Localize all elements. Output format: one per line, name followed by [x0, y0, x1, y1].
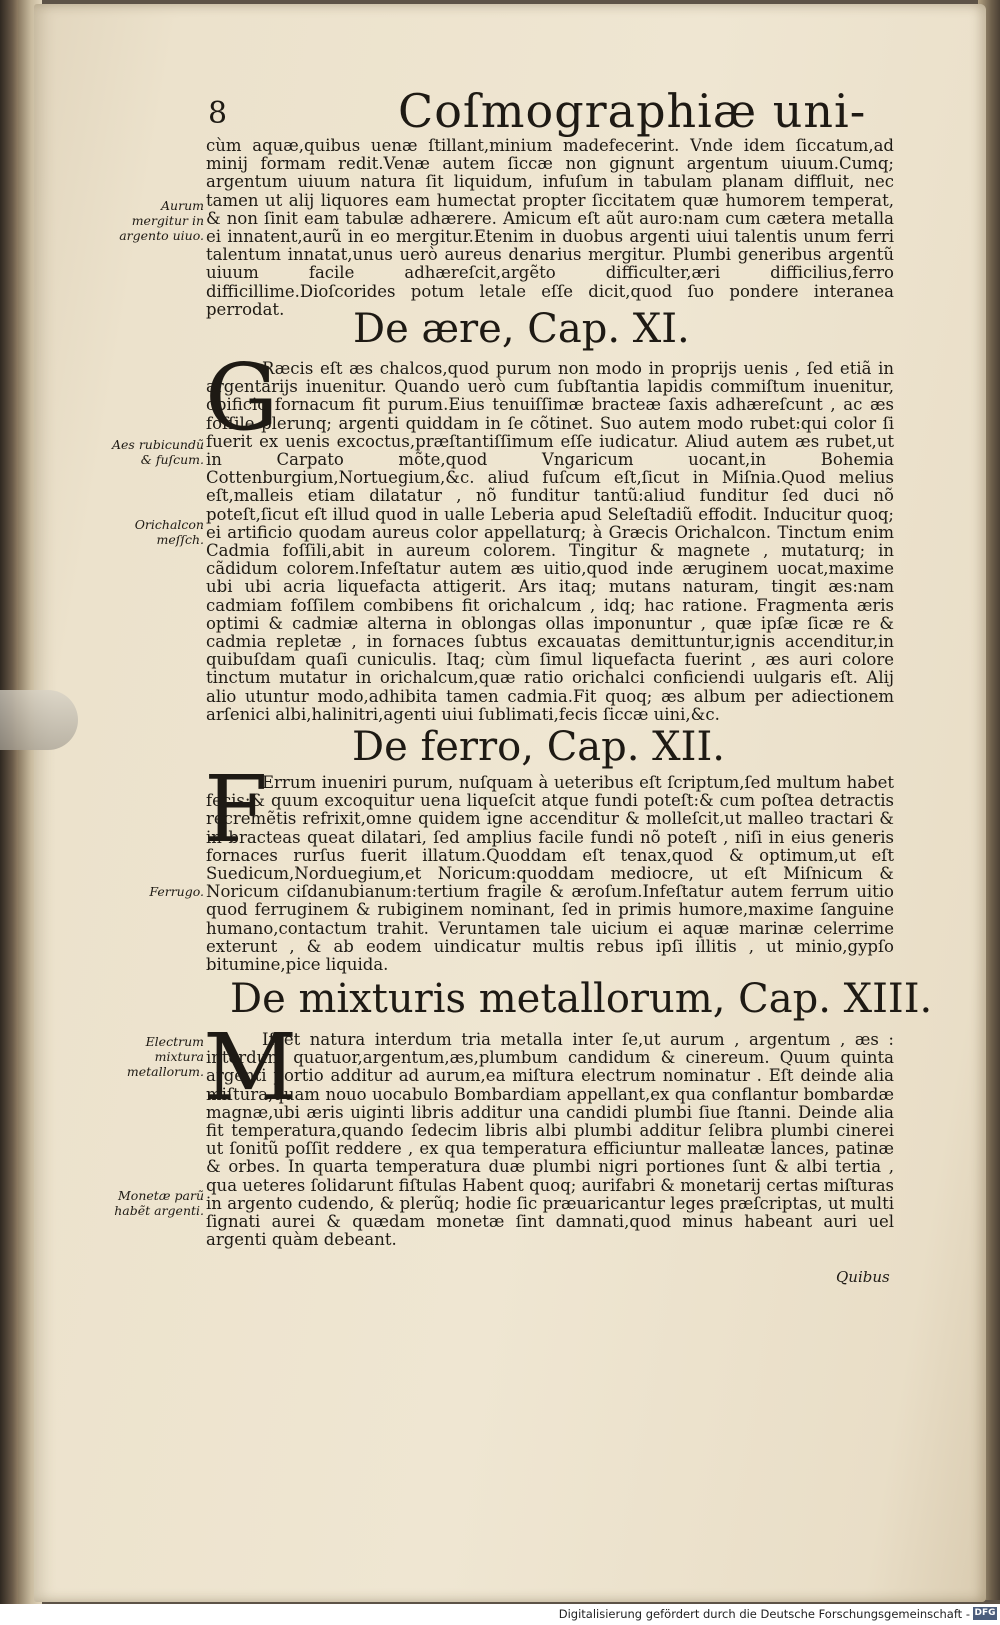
margin-note-orichalcon: Orichalcon meſſch.	[134, 517, 204, 547]
aere-paragraph: Ræcis eſt æs chalcos,quod purum non modo in proprijs uenis , ſed etiã in argentarijs inuenitur. Quando uerò cum ſubſtantia lapidis commiſtum inuenitur, opificio fornacum fit purum.Eius tenuiſſimæ bracteæ ſaxis adhæreſcunt , ac æs foſſile plerunq; argenti quiddam in ſe cõtinet. Suo autem modo rubet:qui color ſi fuerit ex uenis excoctus,præſtantiſſimum eſſe iudicatur. Aliud autem æs rubet,ut in Carpato mõte,quod Vngaricum uocant,in Bohemia Cottenburgium,Nortuegium,&c. aliud fuſcum eſt,ſicut in Miſnia.Quod melius eſt,malleis etiam dilatatur , nõ funditur tantũ:aliud funditur ſed duci nõ poteſt,ſicut eſt illud quod in ualle Leberia apud Seleſtadiũ effodit. Inducitur quoq; ei artificio quodam aureus color appellaturq; à Græcis Orichalcon. Tinctum enim Cadmia foſſili,abit in aureum colorem. Tingitur & magnete , mutaturq; in cãdidum colorem.Infeſtatur autem æs uitio,quod inde æruginem uocat,maxime ubi ubi acria liquefacta attigerit. Ars itaq; mutans naturam, tingit æs:nam cadmiam foſſilem combibens fit orichalcum , idq; hac ratione. Fragmenta æris optimi & cadmiæ alterna in oblongas ollas imponuntur , quæ ipſæ ſicæ re & cadmia repletæ , in fornaces ſubtus excauatas demittuntur,ignis accenditur,in quibuſdam quaſi cuniculis. Itaq; cùm ſimul liquefacta fuerint , æs auri colore tinctum mutatur in orichalcum,quæ ratio orichalci conficiendi uulgaris eſt. Alij alio utuntur modo,adhibita tamen cadmia.Fit quoq; æs album per adiectionem arſenici albi,halinitri,agenti uiui ſublimati,fecis ſiccæ uini,&c.	[206, 359, 894, 724]
dropcap-f: F	[204, 756, 268, 863]
heading-de-aere: De ære, Cap. XI.	[353, 306, 690, 352]
mixturis-paragraph: Iſcet natura interdum tria metalla inter ſe,ut aurum , argentum , æs : interdum quatuor,argentum,æs,plumbum candidum & cinereum. Quum quinta argenti portio additur ad aurum,ea miſtura electrum nominatur . Eſt deinde alia miſtura,quam nouo uocabulo Bombardiam appellant,ex qua conflantur bombardæ magnæ,ubi æris uiginti libris additur una candidi plumbi ſiue ſtanni. Deinde alia fit temperatura,quando ſedecim libris albi plumbi additur ſelibra plumbi cinerei ut ſonitũ poſſit reddere , ex qua temperatura efficiuntur malleatæ lances, patinæ & orbes. In quarta temperatura duæ plumbi nigri portiones ſunt & albi tertia , qua ueteres ſolidarunt fiſtulas Habent quoq; aurifabri & monetarij certas miſturas in argento cudendo, & plerũq; hodie ſic præuaricantur leges præſcriptas, ut multi ſignati aurei & quædam monetæ ſint damnati,quod minus habeant auri uel argenti quàm debeant.	[206, 1030, 894, 1250]
margin-note-aurum: Aurum mergitur in argento uiuo.	[119, 198, 204, 243]
catchword: Quibus	[836, 1268, 890, 1286]
dfg-logo: DFG	[974, 1608, 996, 1618]
page-clip	[0, 690, 78, 750]
heading-de-ferro: De ferro, Cap. XII.	[352, 724, 725, 770]
book-board	[0, 0, 18, 1625]
margin-note-electrum: Electrum mixtura metallorum.	[126, 1034, 204, 1079]
funding-footer: Digitalisierung gefördert durch die Deutsche Forschungsgemeinschaft -	[558, 1607, 970, 1621]
ferro-paragraph: Errum inueniri purum, nuſquam à ueteribus eſt ſcriptum,ſed multum habet fecis:& quum excoquitur uena liqueſcit atque fundi poteſt:& cum poſtea detractis recremẽtis refrixit,omne quidem igne accenditur & molleſcit,ut malleo tractari & in bracteas queat dilatari, ſed amplius facile fundi nõ poteſt , niſi in eius generis fornaces rurſus fuerit illatum.Quoddam eſt tenax,quod & optimum,ut eſt Suedicum,Norduegium,et Noricum:quoddam mediocre, ut eſt Miſnicum & Noricum ciſdanubianum:tertium fragile & æroſum.Infeſtatur autem ferrum uitio quod ferruginem & rubiginem nominant, ſed in primis humore,maxime ſanguine humano,contactum trahit. Veruntamen tale uicium ei aquæ marinæ celerrime exterunt , & ab eodem uindicatur multis rebus ipſi illitis , ut minio,gypſo bitumine,pice liquida.	[206, 773, 894, 975]
page-number: 8	[208, 96, 228, 131]
dropcap-g: G	[205, 344, 279, 451]
dropcap-m: M	[203, 1014, 298, 1121]
intro-paragraph: cùm aquæ,quibus uenæ ſtillant,minium madefecerint. Vnde idem ſiccatum,ad minij formam redit.Venæ autem ſiccæ non gignunt argentum uiuum.Cumq; argentum uiuum natura ſit liquidum, infuſum in tabulam planam diffluit, nec tamen ut alij liquores eam humectat propter ſiccitatem quæ humorem temperat, & non ſinit eam tabulæ adhærere. Amicum eſt aũt auro:nam cum cætera metalla ei innatent,aurũ in eo mergitur.Etenim in duobus argenti uiui talentis unum ferri talentum innatat,unus uerò aureus denarius mergitur. Plumbi generibus argentũ uiuum facile adhæreſcit,argẽto difficulter,æri difficilius,ferro difficillime.Dioſcorides potum letale eſſe dicit,quod ſuo pondere interanea perrodat.	[206, 136, 894, 319]
margin-note-aes: Aes rubicundũ & fuſcum.	[112, 437, 204, 467]
running-head: Coſmographiæ uni-	[398, 84, 867, 138]
margin-note-monetae: Monetæ parũ habẽt argenti.	[114, 1188, 204, 1218]
margin-note-ferrugo: Ferrugo.	[149, 884, 204, 899]
heading-de-mixturis: De mixturis metallorum, Cap. XIII.	[230, 976, 933, 1022]
